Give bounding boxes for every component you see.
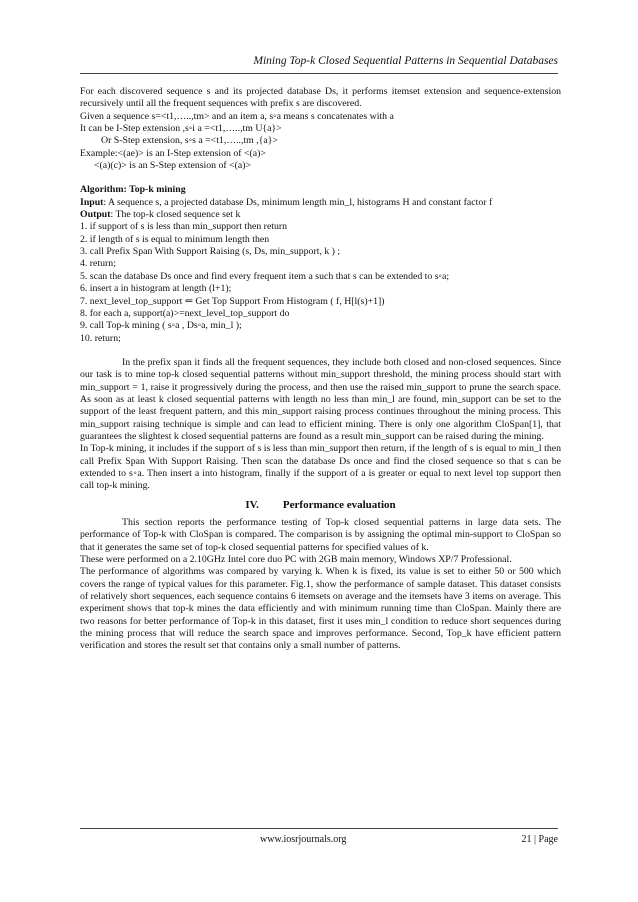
example-line-1: Example:<(ae)> is an I-Step extension of <(a)>: [80, 147, 266, 159]
section-heading: [80, 499, 561, 511]
algorithm-step: 4. return;: [80, 258, 116, 270]
definition-istep: It can be I-Step extension ,s◦i a =<t1,…..,tm U{a}>: [80, 123, 282, 135]
discussion-paragraph-2: In Top-k mining, it includes if the support of s is less than min_support then return, if the length of s is equal to min_l then call Prefix Span With Support Raising. Then scan the database Ds once and find the closed sequence so that s can be extended to s◦a. Then insert a into histogram, finally if the support of a is greater or equal to next level top support then call top-k mining.: [80, 443, 561, 492]
definition-given: Given a sequence s=<t1,…..,tm> and an item a, s◦a means s concatenates with a: [80, 110, 394, 122]
example-line-2: <(a)(c)> is an S-Step extension of <(a)>: [94, 160, 252, 172]
footer-rule: [80, 828, 558, 829]
algorithm-step: 9. call Top-k mining ( s◦a , Ds◦a, min_l );: [80, 320, 242, 332]
footer-url: www.iosrjournals.org: [260, 834, 347, 845]
algorithm-step: 7. next_level_top_support ⇐ Get Top Support From Histogram ( f, H[l(s)+1]): [80, 295, 385, 307]
header-rule: [80, 73, 558, 74]
footer-page-number: 21 | Page: [521, 834, 558, 845]
section-number: IV.: [245, 498, 259, 511]
algorithm-input: Input: A sequence s, a projected database Ds, minimum length min_l, histograms H and constant factor f: [80, 196, 493, 208]
algorithm-step: 1. if support of s is less than min_support then return: [80, 221, 288, 233]
algorithm-step: 8. for each a, support(a)>=next_level_top_support do: [80, 307, 290, 319]
body-text: [80, 86, 561, 653]
algorithm-output: Output: The top-k closed sequence set k: [80, 209, 241, 221]
algorithm-step: 5. scan the database Ds once and find every frequent item a such that s can be extended to s◦a;: [80, 270, 450, 282]
running-title: Mining Top-k Closed Sequential Patterns in Sequential Databases: [253, 55, 558, 67]
definition-sstep: Or S-Step extension, s◦s a =<t1,…..,tm ,{a}>: [101, 135, 278, 147]
algorithm-step: 2. if length of s is equal to minimum length then: [80, 233, 270, 245]
algorithm-step: 10. return;: [80, 332, 121, 344]
section-paragraph-1: This section reports the performance testing of Top-k closed sequential patterns in large data sets. The performance of Top-k with CloSpan is compared. The comparison is by assigning the optimal min-support to CloSpan so that it generates the same set of top-k closed sequential patterns for specified values of k.: [80, 517, 561, 553]
intro-paragraph: For each discovered sequence s and its projected database Ds, it performs itemset extension and sequence-extension recursively until all the frequent sequences with prefix s are discovered.: [80, 86, 561, 110]
algorithm-step: 6. insert a in histogram at length (l+1);: [80, 283, 232, 295]
section-paragraph-3: The performance of algorithms was compared by varying k. When k is fixed, its value is set to either 50 or 500 which covers the range of typical values for this parameter. Fig.1, show the performance of sample dataset. This dataset consists of relatively short sequences, each sequence contains 6 itemsets on average and the itemsets have 3 items on average. This experiment shows that top-k mines the data efficiently and with minimum running time than CloSpan. Mainly there are two reasons for better performance of Top-k in this dataset, first it uses min_l condition to reduce short sequences during the mining process that will reduce the search space and improves performance. Second, Top_k have efficient pattern verification and stores the result set that contains only a small number of patterns.: [80, 566, 561, 652]
discussion-paragraph-1: In the prefix span it finds all the frequent sequences, they include both closed and non-closed sequences. Since our task is to mine top-k closed sequential patterns without min_support threshold, the mining process should start with min_support = 1, raise it progressively during the process, and then use the raised min_support to prune the search space. As soon as at least k closed sequential patterns with length no less than min_l are found, min_support can be set to the support of the least frequent pattern, and this min_support raising process continues throughout the mining process. This min_support raising technique is simple and can lead to efficient mining. There is only one algorithm CloSpan[1], that guarantees the slightest k closed sequential patterns are found as a result min_support can be raised during the mining.: [80, 356, 561, 442]
algorithm-step: 3. call Prefix Span With Support Raising (s, Ds, min_support, k ) ;: [80, 246, 341, 258]
section-title: Performance evaluation: [282, 498, 396, 511]
algorithm-title: Algorithm: Top-k mining: [80, 184, 186, 196]
section-paragraph-2: These were performed on a 2.10GHz Intel core duo PC with 2GB main memory, Windows XP/7 Professional.: [80, 554, 512, 566]
